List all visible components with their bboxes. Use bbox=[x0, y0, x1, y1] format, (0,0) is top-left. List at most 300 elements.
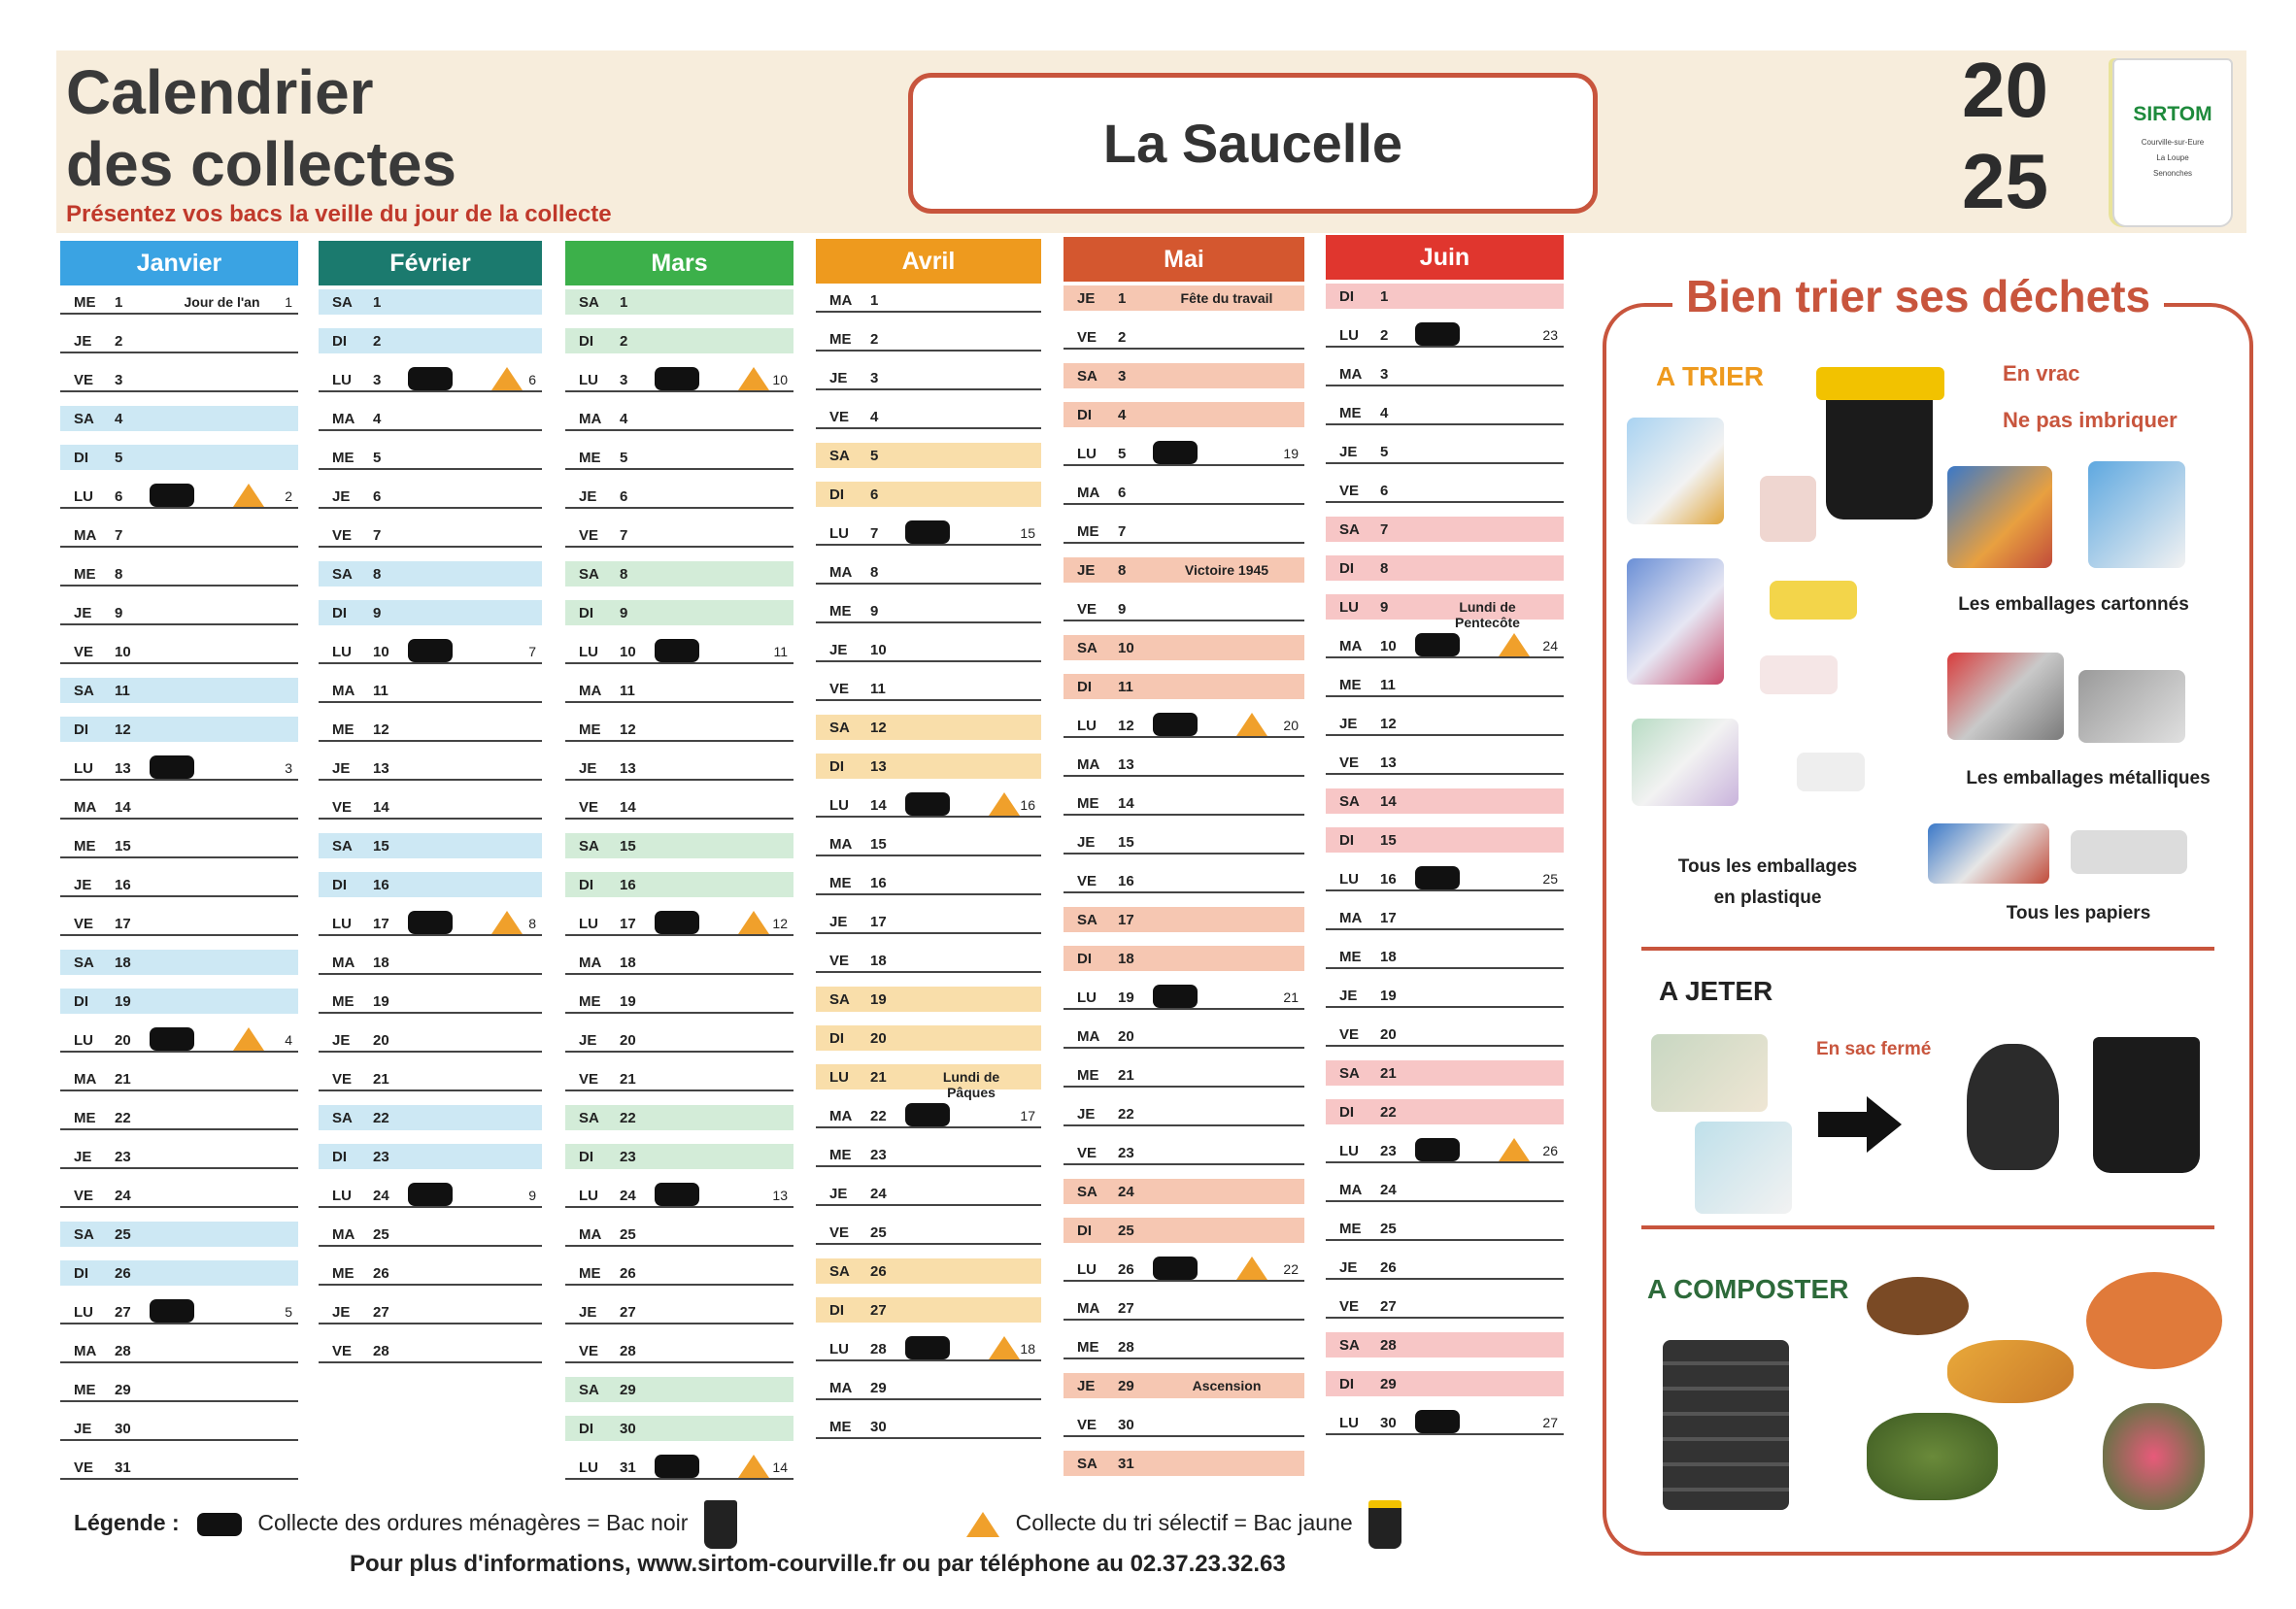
day-number: 8 bbox=[115, 566, 123, 583]
day-number: 19 bbox=[115, 993, 131, 1010]
day-row bbox=[565, 1455, 793, 1480]
day-number: 12 bbox=[870, 720, 887, 736]
day-row bbox=[1064, 324, 1304, 350]
day-number: 8 bbox=[1118, 562, 1127, 579]
day-row bbox=[319, 1144, 542, 1169]
day-row bbox=[319, 561, 542, 587]
day-name: VE bbox=[74, 372, 94, 388]
day-row bbox=[1326, 361, 1564, 386]
month-2 bbox=[565, 241, 793, 1480]
day-number: 5 bbox=[870, 448, 879, 464]
week-number: 27 bbox=[1542, 1415, 1558, 1430]
day-name: ME bbox=[579, 450, 601, 466]
day-number: 6 bbox=[1118, 485, 1127, 501]
day-number: 17 bbox=[373, 916, 389, 932]
day-number: 24 bbox=[870, 1186, 887, 1202]
milk-cartons-icon bbox=[2088, 461, 2185, 568]
day-row bbox=[1064, 557, 1304, 583]
day-number: 10 bbox=[1118, 640, 1134, 656]
day-number: 5 bbox=[1118, 446, 1127, 462]
holiday-label: Fête du travail bbox=[1180, 290, 1273, 306]
day-number: 23 bbox=[115, 1149, 131, 1165]
day-number: 25 bbox=[115, 1226, 131, 1243]
day-name: VE bbox=[579, 1071, 599, 1088]
week-number: 1 bbox=[285, 294, 292, 310]
day-name: ME bbox=[74, 566, 96, 583]
day-number: 17 bbox=[620, 916, 636, 932]
day-name: JE bbox=[1077, 290, 1096, 307]
month-header: Mai bbox=[1064, 237, 1304, 282]
day-name: LU bbox=[579, 1188, 598, 1204]
day-row bbox=[1326, 1022, 1564, 1047]
day-name: JE bbox=[74, 877, 92, 893]
day-row bbox=[565, 911, 793, 936]
day-number: 23 bbox=[1118, 1145, 1134, 1161]
day-row bbox=[565, 755, 793, 781]
day-row bbox=[60, 1455, 298, 1480]
day-row bbox=[565, 484, 793, 509]
day-number: 7 bbox=[115, 527, 123, 544]
day-row bbox=[1064, 1218, 1304, 1243]
day-name: DI bbox=[1339, 1376, 1354, 1392]
plastic-bags-icon bbox=[1632, 719, 1739, 806]
day-number: 1 bbox=[1380, 288, 1389, 305]
week-number: 23 bbox=[1542, 327, 1558, 343]
day-row bbox=[1326, 711, 1564, 736]
day-row bbox=[565, 1105, 793, 1130]
day-row bbox=[319, 1260, 542, 1286]
day-name: DI bbox=[579, 877, 593, 893]
day-name: DI bbox=[332, 333, 347, 350]
day-name: MA bbox=[332, 683, 355, 699]
day-number: 24 bbox=[620, 1188, 636, 1204]
day-row bbox=[1326, 1060, 1564, 1086]
week-number: 10 bbox=[772, 372, 788, 387]
day-name: ME bbox=[1077, 795, 1099, 812]
day-number: 12 bbox=[620, 721, 636, 738]
day-row bbox=[1326, 788, 1564, 814]
day-name: DI bbox=[579, 1421, 593, 1437]
day-number: 2 bbox=[1118, 329, 1127, 346]
week-number: 20 bbox=[1283, 718, 1299, 733]
day-name: LU bbox=[74, 488, 93, 505]
day-number: 3 bbox=[115, 372, 123, 388]
day-number: 14 bbox=[1380, 793, 1397, 810]
day-number: 7 bbox=[620, 527, 628, 544]
day-row bbox=[1326, 284, 1564, 309]
day-row bbox=[1064, 752, 1304, 777]
tri-selectif-marker-icon bbox=[491, 367, 523, 390]
day-name: DI bbox=[1077, 407, 1092, 423]
day-row bbox=[1326, 517, 1564, 542]
day-name: SA bbox=[1339, 793, 1360, 810]
week-number: 14 bbox=[772, 1459, 788, 1475]
day-number: 14 bbox=[115, 799, 131, 816]
day-name: MA bbox=[829, 1108, 853, 1124]
day-name: SA bbox=[1077, 368, 1097, 385]
day-name: LU bbox=[1077, 1261, 1097, 1278]
day-row bbox=[1326, 1138, 1564, 1163]
day-name: JE bbox=[579, 1032, 597, 1049]
day-number: 14 bbox=[870, 797, 887, 814]
day-number: 16 bbox=[1118, 873, 1134, 889]
bac-noir-marker-icon bbox=[1415, 322, 1460, 346]
yellow-lid-icon bbox=[1816, 367, 1944, 400]
day-name: ME bbox=[829, 1419, 852, 1435]
day-row bbox=[1064, 441, 1304, 466]
day-number: 23 bbox=[870, 1147, 887, 1163]
day-row bbox=[565, 950, 793, 975]
day-number: 27 bbox=[115, 1304, 131, 1321]
day-name: SA bbox=[74, 955, 94, 971]
day-number: 2 bbox=[115, 333, 123, 350]
day-name: LU bbox=[74, 1304, 93, 1321]
day-number: 15 bbox=[620, 838, 636, 855]
day-number: 7 bbox=[870, 525, 879, 542]
day-row bbox=[1064, 868, 1304, 893]
day-name: VE bbox=[1077, 1145, 1097, 1161]
day-name: JE bbox=[1077, 562, 1096, 579]
day-number: 27 bbox=[1380, 1298, 1397, 1315]
black-bin-icon bbox=[2093, 1037, 2200, 1173]
day-number: 12 bbox=[1380, 716, 1397, 732]
day-number: 19 bbox=[1380, 988, 1397, 1004]
day-row bbox=[565, 406, 793, 431]
day-number: 22 bbox=[373, 1110, 389, 1126]
day-number: 25 bbox=[870, 1224, 887, 1241]
day-row bbox=[565, 1299, 793, 1324]
week-number: 8 bbox=[528, 916, 536, 931]
en-vrac-label: En vrac bbox=[2003, 361, 2080, 385]
bac-noir-marker-icon bbox=[408, 1183, 453, 1206]
day-name: DI bbox=[74, 1265, 88, 1282]
day-number: 31 bbox=[115, 1459, 131, 1476]
day-name: LU bbox=[1339, 1415, 1359, 1431]
plastique-label-2: en plastique bbox=[1713, 888, 1822, 908]
legend-jaune-text: Collecte du tri sélectif = Bac jaune bbox=[1015, 1510, 1353, 1536]
detergent-bottles-icon bbox=[1627, 558, 1724, 685]
day-row bbox=[816, 1414, 1041, 1439]
day-row bbox=[60, 950, 298, 975]
day-row bbox=[565, 717, 793, 742]
day-name: JE bbox=[74, 605, 92, 621]
bac-noir-marker-icon bbox=[1415, 1410, 1460, 1433]
day-number: 20 bbox=[115, 1032, 131, 1049]
day-name: MA bbox=[579, 683, 602, 699]
metal-label: Les emballages métalliques bbox=[1966, 768, 2211, 788]
day-name: MA bbox=[579, 1226, 602, 1243]
day-row bbox=[816, 987, 1041, 1012]
day-number: 3 bbox=[870, 370, 879, 386]
day-row bbox=[565, 872, 793, 897]
week-number: 12 bbox=[772, 916, 788, 931]
day-name: JE bbox=[1339, 716, 1358, 732]
day-name: JE bbox=[1339, 988, 1358, 1004]
day-row bbox=[565, 1338, 793, 1363]
day-row bbox=[60, 600, 298, 625]
day-row bbox=[1064, 1412, 1304, 1437]
day-name: SA bbox=[74, 683, 94, 699]
week-number: 6 bbox=[528, 372, 536, 387]
day-number: 3 bbox=[373, 372, 382, 388]
day-name: LU bbox=[579, 916, 598, 932]
bac-noir-marker-icon bbox=[150, 1027, 194, 1051]
black-bin-small-icon bbox=[704, 1500, 737, 1549]
day-name: LU bbox=[829, 1069, 849, 1086]
week-number: 9 bbox=[528, 1188, 536, 1203]
day-name: ME bbox=[74, 838, 96, 855]
day-number: 8 bbox=[620, 566, 628, 583]
day-row bbox=[565, 561, 793, 587]
day-name: SA bbox=[579, 566, 599, 583]
day-row bbox=[1064, 402, 1304, 427]
day-name: JE bbox=[74, 1149, 92, 1165]
day-row bbox=[60, 833, 298, 858]
day-row bbox=[1064, 907, 1304, 932]
bac-noir-marker-icon bbox=[655, 1455, 699, 1478]
day-row bbox=[60, 367, 298, 392]
day-name: SA bbox=[1077, 1456, 1097, 1472]
week-number: 16 bbox=[1020, 797, 1035, 813]
day-row bbox=[565, 678, 793, 703]
day-number: 1 bbox=[373, 294, 382, 311]
day-number: 8 bbox=[373, 566, 382, 583]
day-number: 25 bbox=[1380, 1221, 1397, 1237]
day-row bbox=[816, 754, 1041, 779]
day-number: 3 bbox=[1380, 366, 1389, 383]
day-row bbox=[816, 909, 1041, 934]
bac-noir-marker-icon bbox=[1153, 441, 1198, 464]
day-row bbox=[816, 1181, 1041, 1206]
day-number: 19 bbox=[1118, 989, 1134, 1006]
day-name: LU bbox=[332, 916, 352, 932]
day-row bbox=[319, 755, 542, 781]
day-number: 28 bbox=[1380, 1337, 1397, 1354]
day-number: 31 bbox=[1118, 1456, 1134, 1472]
tri-selectif-marker-icon bbox=[491, 911, 523, 934]
day-number: 18 bbox=[115, 955, 131, 971]
day-name: JE bbox=[579, 488, 597, 505]
yogurt-pot-icon bbox=[1760, 476, 1816, 542]
day-name: DI bbox=[829, 486, 844, 503]
bac-noir-marker-icon bbox=[1415, 1138, 1460, 1161]
day-number: 5 bbox=[373, 450, 382, 466]
bac-noir-marker-icon bbox=[1153, 985, 1198, 1008]
day-name: ME bbox=[829, 603, 852, 620]
day-name: DI bbox=[579, 1149, 593, 1165]
day-row bbox=[319, 600, 542, 625]
day-number: 29 bbox=[1118, 1378, 1134, 1394]
town-name: La Saucelle bbox=[1102, 113, 1403, 174]
day-number: 13 bbox=[1118, 756, 1134, 773]
day-name: LU bbox=[1077, 718, 1097, 734]
day-row bbox=[319, 950, 542, 975]
day-name: VE bbox=[74, 1188, 94, 1204]
day-name: VE bbox=[579, 1343, 599, 1359]
day-name: MA bbox=[1077, 485, 1100, 501]
week-number: 7 bbox=[528, 644, 536, 659]
day-row bbox=[319, 406, 542, 431]
day-number: 30 bbox=[115, 1421, 131, 1437]
a-trier-heading: A TRIER bbox=[1656, 361, 1764, 391]
day-row bbox=[60, 1183, 298, 1208]
day-name: SA bbox=[1077, 912, 1097, 928]
day-row bbox=[1326, 827, 1564, 853]
day-row bbox=[60, 1144, 298, 1169]
day-row bbox=[1326, 1371, 1564, 1396]
day-row bbox=[319, 1222, 542, 1247]
day-row bbox=[319, 872, 542, 897]
day-row bbox=[60, 911, 298, 936]
day-number: 13 bbox=[870, 758, 887, 775]
day-row bbox=[816, 1258, 1041, 1284]
day-row bbox=[816, 1336, 1041, 1361]
day-number: 22 bbox=[115, 1110, 131, 1126]
day-name: VE bbox=[332, 527, 353, 544]
month-header: Mars bbox=[565, 241, 793, 285]
day-row bbox=[1326, 750, 1564, 775]
day-row bbox=[60, 328, 298, 353]
day-row bbox=[1326, 944, 1564, 969]
bac-noir-marker-icon bbox=[150, 484, 194, 507]
day-name: MA bbox=[829, 564, 853, 581]
bac-noir-marker-icon bbox=[1153, 713, 1198, 736]
day-name: SA bbox=[579, 294, 599, 311]
day-number: 3 bbox=[1118, 368, 1127, 385]
day-name: JE bbox=[74, 1421, 92, 1437]
cartons-label: Les emballages cartonnés bbox=[1958, 594, 2189, 615]
sac-ferme-label: En sac fermé bbox=[1816, 1039, 1932, 1059]
day-row bbox=[1064, 480, 1304, 505]
day-row bbox=[319, 794, 542, 820]
day-name: JE bbox=[332, 760, 351, 777]
day-name: ME bbox=[332, 993, 355, 1010]
tri-selectif-marker-icon bbox=[1236, 713, 1267, 736]
day-name: LU bbox=[579, 1459, 598, 1476]
day-number: 18 bbox=[1118, 951, 1134, 967]
day-number: 11 bbox=[870, 681, 886, 697]
tri-selectif-marker-icon bbox=[989, 792, 1020, 816]
day-name: JE bbox=[1077, 834, 1096, 851]
day-name: SA bbox=[1077, 1184, 1097, 1200]
day-number: 16 bbox=[870, 875, 887, 891]
day-name: ME bbox=[579, 1265, 601, 1282]
day-row bbox=[1064, 1140, 1304, 1165]
day-name: ME bbox=[1077, 523, 1099, 540]
day-name: LU bbox=[1339, 871, 1359, 888]
day-row bbox=[565, 1066, 793, 1091]
day-number: 17 bbox=[870, 914, 887, 930]
day-row bbox=[319, 1338, 542, 1363]
day-number: 11 bbox=[373, 683, 388, 699]
day-number: 12 bbox=[373, 721, 389, 738]
bac-noir-marker-icon bbox=[905, 792, 950, 816]
logo-line-3: Senonches bbox=[2152, 169, 2193, 178]
bac-noir-marker-icon bbox=[905, 520, 950, 544]
day-name: DI bbox=[1339, 832, 1354, 849]
day-row bbox=[1064, 790, 1304, 816]
day-row bbox=[565, 445, 793, 470]
day-number: 21 bbox=[115, 1071, 131, 1088]
day-number: 10 bbox=[620, 644, 636, 660]
day-number: 13 bbox=[115, 760, 131, 777]
day-name: LU bbox=[579, 372, 598, 388]
day-name: JE bbox=[1077, 1378, 1096, 1394]
day-name: VE bbox=[1339, 483, 1360, 499]
day-row bbox=[816, 1297, 1041, 1323]
week-number: 18 bbox=[1020, 1341, 1035, 1357]
day-name: DI bbox=[332, 1149, 347, 1165]
day-number: 8 bbox=[1380, 560, 1389, 577]
day-name: JE bbox=[829, 1186, 848, 1202]
day-row bbox=[816, 1064, 1041, 1100]
day-number: 14 bbox=[620, 799, 636, 816]
day-number: 26 bbox=[373, 1265, 389, 1282]
bac-noir-legend-icon bbox=[197, 1513, 242, 1536]
day-number: 11 bbox=[1380, 677, 1396, 693]
day-number: 18 bbox=[620, 955, 636, 971]
bac-noir-marker-icon bbox=[1153, 1257, 1198, 1280]
tray-icon bbox=[1770, 581, 1857, 620]
day-name: VE bbox=[1077, 601, 1097, 618]
month-header: Février bbox=[319, 241, 542, 285]
day-name: DI bbox=[579, 605, 593, 621]
week-number: 11 bbox=[773, 644, 788, 659]
day-name: VE bbox=[829, 681, 850, 697]
day-number: 20 bbox=[1118, 1028, 1134, 1045]
day-row bbox=[816, 792, 1041, 818]
day-number: 5 bbox=[620, 450, 628, 466]
day-number: 23 bbox=[620, 1149, 636, 1165]
tri-selectif-marker-icon bbox=[233, 484, 264, 507]
day-row bbox=[60, 639, 298, 664]
day-number: 1 bbox=[115, 294, 123, 311]
newspapers-icon bbox=[2071, 830, 2187, 874]
day-name: MA bbox=[1339, 1182, 1363, 1198]
day-number: 30 bbox=[870, 1419, 887, 1435]
day-number: 4 bbox=[1118, 407, 1127, 423]
day-number: 5 bbox=[1380, 444, 1389, 460]
day-row bbox=[319, 289, 542, 315]
day-name: JE bbox=[829, 642, 848, 658]
day-row bbox=[319, 522, 542, 548]
day-number: 2 bbox=[870, 331, 879, 348]
day-name: VE bbox=[1339, 1298, 1360, 1315]
day-name: ME bbox=[332, 721, 355, 738]
day-row bbox=[1064, 713, 1304, 738]
day-number: 10 bbox=[870, 642, 887, 658]
bac-noir-marker-icon bbox=[408, 639, 453, 662]
diaper-icon bbox=[1695, 1122, 1792, 1214]
day-row bbox=[1326, 594, 1564, 630]
day-name: LU bbox=[579, 644, 598, 660]
papiers-label: Tous les papiers bbox=[2006, 903, 2151, 923]
month-5 bbox=[1326, 235, 1564, 1435]
day-name: SA bbox=[829, 448, 850, 464]
day-number: 17 bbox=[115, 916, 131, 932]
day-row bbox=[1326, 633, 1564, 658]
day-number: 4 bbox=[1380, 405, 1389, 421]
day-row bbox=[1064, 363, 1304, 388]
composter-icon bbox=[1663, 1340, 1789, 1510]
footer-info: Pour plus d'informations, www.sirtom-courville.fr ou par téléphone au 02.37.23.32.63 bbox=[350, 1551, 1286, 1577]
day-number: 22 bbox=[620, 1110, 636, 1126]
week-number: 17 bbox=[1020, 1108, 1035, 1123]
day-name: SA bbox=[579, 1382, 599, 1398]
day-row bbox=[565, 522, 793, 548]
day-name: ME bbox=[74, 1110, 96, 1126]
plastique-label-1: Tous les emballages bbox=[1677, 856, 1858, 877]
